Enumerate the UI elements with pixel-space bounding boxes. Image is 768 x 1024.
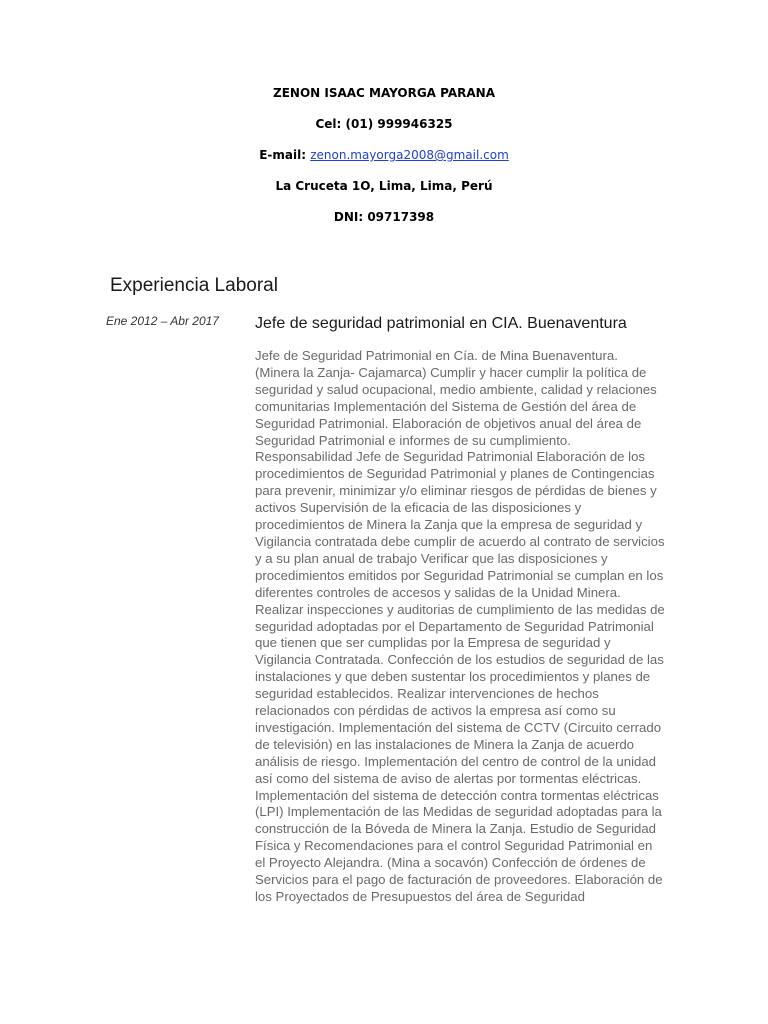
full-name: ZENON ISAAC MAYORGA PARANA bbox=[273, 86, 495, 100]
job-dates: Ene 2012 – Abr 2017 bbox=[106, 314, 219, 328]
job-description: Jefe de Seguridad Patrimonial en Cía. de Mina Buenaventura. (Minera la Zanja- Cajamarca) Cumplir y hacer cumplir la política de seguridad y salud ocupacional, medio ambiente, calidad y relaciones comunitarias Implementación del Sistema de Gestión del área de Seguridad Patrimonial. Elaboración de objetivos anual del área de Seguridad Patrimonial e informes de su cumplimiento. Responsabilidad Jefe de Seguridad Patrimonial Elaboración de los procedimientos de Seguridad Patrimonial y planes de Contingencias para prevenir, minimizar y/o eliminar riesgos de pérdidas de bienes y activos Supervisión de la eficacia de las disposiciones y procedimientos de Minera la Zanja que la empresa de seguridad y Vigilancia contratada debe cumplir de acuerdo al contrato de servicios y a su plan anual de trabajo Verificar que las disposiciones y procedimientos emitidos por Seguridad Patrimonial se cumplan en los diferentes controles de accesos y salidas de la Unidad Minera. Realizar inspecciones y auditorias de cumplimiento de las medidas de seguridad adoptadas por el Departamento de Seguridad Patrimonial que tienen que ser cumplidas por la Empresa de seguridad y Vigilancia Contratada. Confección de los estudios de seguridad de las instalaciones y que deben sustentar los procedimientos y planes de seguridad establecidos. Realizar intervenciones de hechos relacionados con pérdidas de activos la empresa así como su investigación. Implementación del sistema de CCTV (Circuito cerrado de televisión) en las instalaciones de Minera la Zanja de acuerdo análisis de riesgo. Implementación del centro de control de la unidad así como del sistema de aviso de alertas por tormentas eléctricas. Implementación del sistema de detección contra tormentas eléctricas (LPI) Implementación de las Medidas de seguridad adoptadas para la construcción de la Bóveda de Minera la Zanja. Estudio de Seguridad Física y Recomendaciones para el control Seguridad Patrimonial en el Proyecto Alejandra. (Mina a socavón) Confección de órdenes de Servicios para el pago de facturación de proveedores. Elaboración de los Proyectados de Presupuestos del área de Seguridad bbox=[255, 348, 665, 904]
job-title: Jefe de seguridad patrimonial en CIA. Buenaventura bbox=[255, 315, 627, 332]
section-title: Experiencia Laboral bbox=[110, 275, 278, 296]
email-link[interactable]: zenon.mayorga2008@gmail.com bbox=[310, 148, 509, 162]
dni: DNI: 09717398 bbox=[333, 210, 435, 224]
address: La Cruceta 1O, Lima, Lima, Perú bbox=[275, 179, 493, 193]
email-label: E-mail: bbox=[259, 148, 311, 162]
email-line bbox=[0, 146, 768, 177]
contact-header bbox=[0, 84, 768, 239]
phone-number: Cel: (01) 999946325 bbox=[315, 117, 453, 131]
